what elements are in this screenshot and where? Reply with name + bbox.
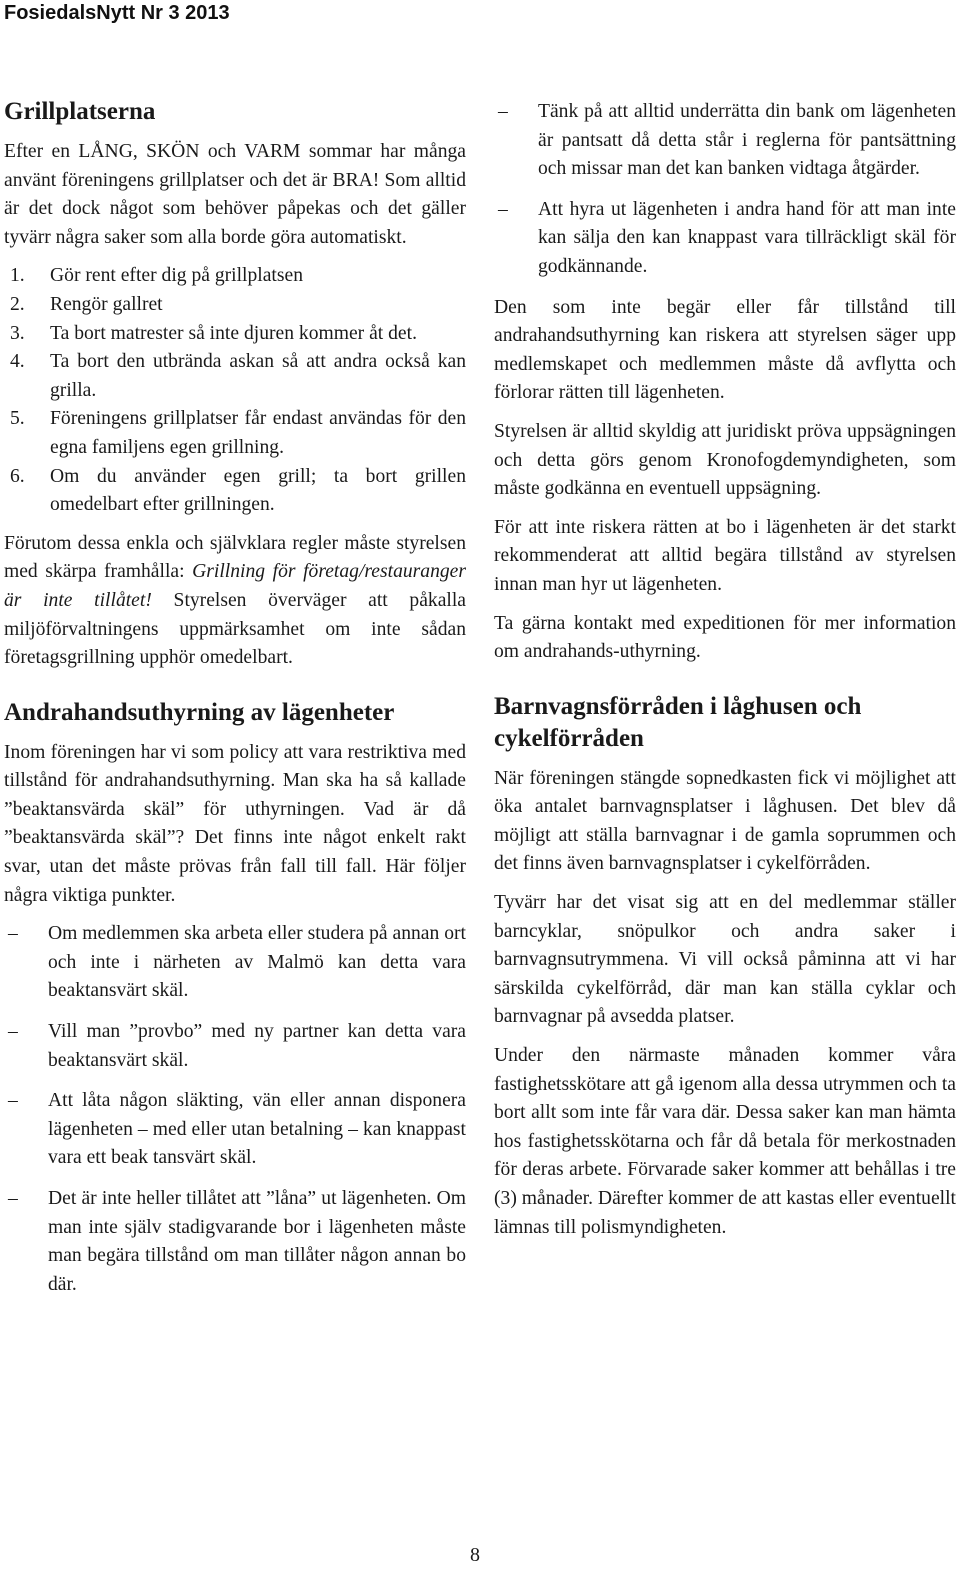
list-text: Det är inte heller tillåtet att ”låna” ut lägenheten. Om man inte själv stadigvarande bor i lägenheten måste man begära tillstånd om man tillåter någon annan bo där.	[48, 1188, 466, 1295]
list-item	[4, 463, 466, 520]
list-text: Ta bort matrester så inte djuren kommer åt det.	[50, 322, 417, 344]
list-item	[4, 405, 466, 462]
list-item	[4, 1018, 466, 1075]
list-item	[4, 1087, 466, 1173]
stroller-paragraph-3: Under den närmaste månaden kommer våra fastighetsskötare att gå igenom alla dessa utrymmen och ta bort allt som inte får vara där. Dessa saker kan man hämta hos fastighetsskötarna och får då betala för merkostnaden för deras arbete. Förvarade saker kommer att behållas i tre (3) månader. Därefter kommer de att kastas eller eventuellt lämnas till polismyndigheten.	[494, 1045, 956, 1238]
sublet-legal-paragraph: Styrelsen är alltid skyldig att juridiskt pröva uppsägningen och detta görs genom Kronofogdemyndigheten, som måste godkänna en eventuell uppsägning.	[494, 420, 956, 500]
rules-intro: Förutom dessa enkla och självklara regler måste styrelsen med skärpa framhålla:	[4, 532, 466, 583]
list-number: 1.	[10, 265, 25, 287]
list-text: Föreningens grillplatser får endast användas för den egna familjens egen grillning.	[50, 408, 466, 458]
list-item	[4, 262, 466, 291]
list-text: Att låta någon släkting, vän eller annan disponera lägenheten – med eller utan betalning – kan knappast vara ett beak tansvärt skäl.	[48, 1090, 466, 1169]
dash-bullet: –	[8, 923, 18, 945]
list-number: 5.	[10, 408, 25, 430]
sublet-points-list-continued	[494, 98, 956, 282]
grill-rules-list	[4, 262, 466, 519]
list-text: Rengör gallret	[50, 293, 163, 315]
list-item	[4, 291, 466, 320]
stroller-paragraph-1: När föreningen stängde sopnedkasten fick vi möjlighet att öka antalet barnvagnsplatser i låghusen. Det blev då möjligt att ställa barnvagnar i de gamla soprummen och det finns även barnvagnsplatser i cykelförråden.	[494, 767, 956, 875]
grill-heading: Grillplatserna	[4, 98, 156, 125]
rules-emphasis: Grillning för företag/restauranger är inte tillåtet!	[4, 561, 466, 611]
list-text: Att hyra ut lägenheten i andra hand för att man inte kan sälja den kan knappast vara tillräckligt skäl för godkännande.	[538, 198, 956, 277]
sublet-heading: Andrahandsuthyrning av lägenheter	[4, 698, 395, 726]
list-text: Ta bort den utbrända askan så att andra också kan grilla.	[50, 351, 466, 401]
newsletter-header: FosiedalsNytt Nr 3 2013	[4, 2, 230, 24]
list-item	[4, 320, 466, 349]
section-gap	[4, 683, 466, 697]
list-number: 4.	[10, 351, 25, 373]
sublet-recommendation-paragraph: För att inte riskera rätten at bo i lägenheten är det starkt rekommenderat att alltid begära tillstånd av styrelsen innan man hyr ut lägenheten.	[494, 516, 956, 595]
list-number: 2.	[10, 293, 25, 315]
dash-bullet: –	[498, 101, 508, 122]
stroller-paragraph-2: Tyvärr har det visat sig att en del medlemmar ställer barncyklar, snöpulkor och andra saker i barnvagnsutrymmena. Vi vill också påminna att vi har särskilda cykelförråd, där man kan ställa cyklar och barnvagnar på avsedda platser.	[494, 892, 956, 1028]
left-column	[4, 96, 466, 1311]
page-number: 8	[470, 1544, 480, 1566]
list-item	[4, 920, 466, 1006]
list-text: Gör rent efter dig på grillplatsen	[50, 265, 303, 287]
list-item	[494, 98, 956, 184]
sublet-points-list	[4, 920, 466, 1299]
list-item	[494, 196, 956, 282]
list-item	[4, 1185, 466, 1299]
dash-bullet: –	[498, 198, 508, 220]
rules-followup: Styrelsen överväger att påkalla miljöförvaltningens uppmärksamhet om inte sådan företagsgrillning upphör omedelbart.	[4, 589, 466, 669]
dash-bullet: –	[8, 1021, 18, 1043]
sublet-intro: Inom föreningen har vi som policy att vara restriktiva med tillstånd för andrahandsuthyrning. Man ska ha så kallade ”beaktansvärda skäl” för uthyrningen. Vad är då ”beaktansvärda skäl”? Det finns inte något enkelt rakt svar, utan det måste prövas från fall till fall. Här följer några viktiga punkter.	[4, 741, 466, 906]
right-column	[494, 98, 956, 1252]
grill-rules-paragraph	[4, 530, 466, 673]
list-item	[4, 348, 466, 405]
stroller-heading: Barnvagnsförråden i låghusen och cykelförråden	[494, 692, 862, 752]
section-gap	[494, 677, 956, 691]
list-text: Om du använder egen grill; ta bort grillen omedelbart efter grillningen.	[50, 465, 466, 516]
grill-intro: Efter en LÅNG, SKÖN och VARM sommar har många använt föreningens grillplatser och det är BRA! Som alltid är det dock något som behöver påpekas och det gäller tyvärr några saker som alla borde göra automatiskt.	[4, 141, 466, 248]
list-text: Vill man ”provbo” med ny partner kan detta vara beaktansvärt skäl.	[48, 1021, 466, 1071]
list-number: 3.	[10, 322, 25, 344]
dash-bullet: –	[8, 1188, 18, 1209]
list-text: Tänk på att alltid underrätta din bank om lägenheten är pantsatt då detta står i reglerna för pantsättning och missar man det kan banken vidtaga åtgärder.	[538, 101, 956, 180]
sublet-consequence-paragraph: Den som inte begär eller får tillstånd till andrahandsuthyrning kan riskera att styrelsen säger upp medlemskapet och medlemmen måste då avflytta och förlorar rätten till lägenheten.	[494, 296, 956, 404]
list-number: 6.	[10, 465, 25, 487]
sublet-contact-paragraph: Ta gärna kontakt med expeditionen för mer information om andrahands-uthyrning.	[494, 612, 956, 663]
dash-bullet: –	[8, 1090, 18, 1112]
list-text: Om medlemmen ska arbeta eller studera på annan ort och inte i närheten av Malmö kan detta vara beaktansvärt skäl.	[48, 923, 466, 1002]
